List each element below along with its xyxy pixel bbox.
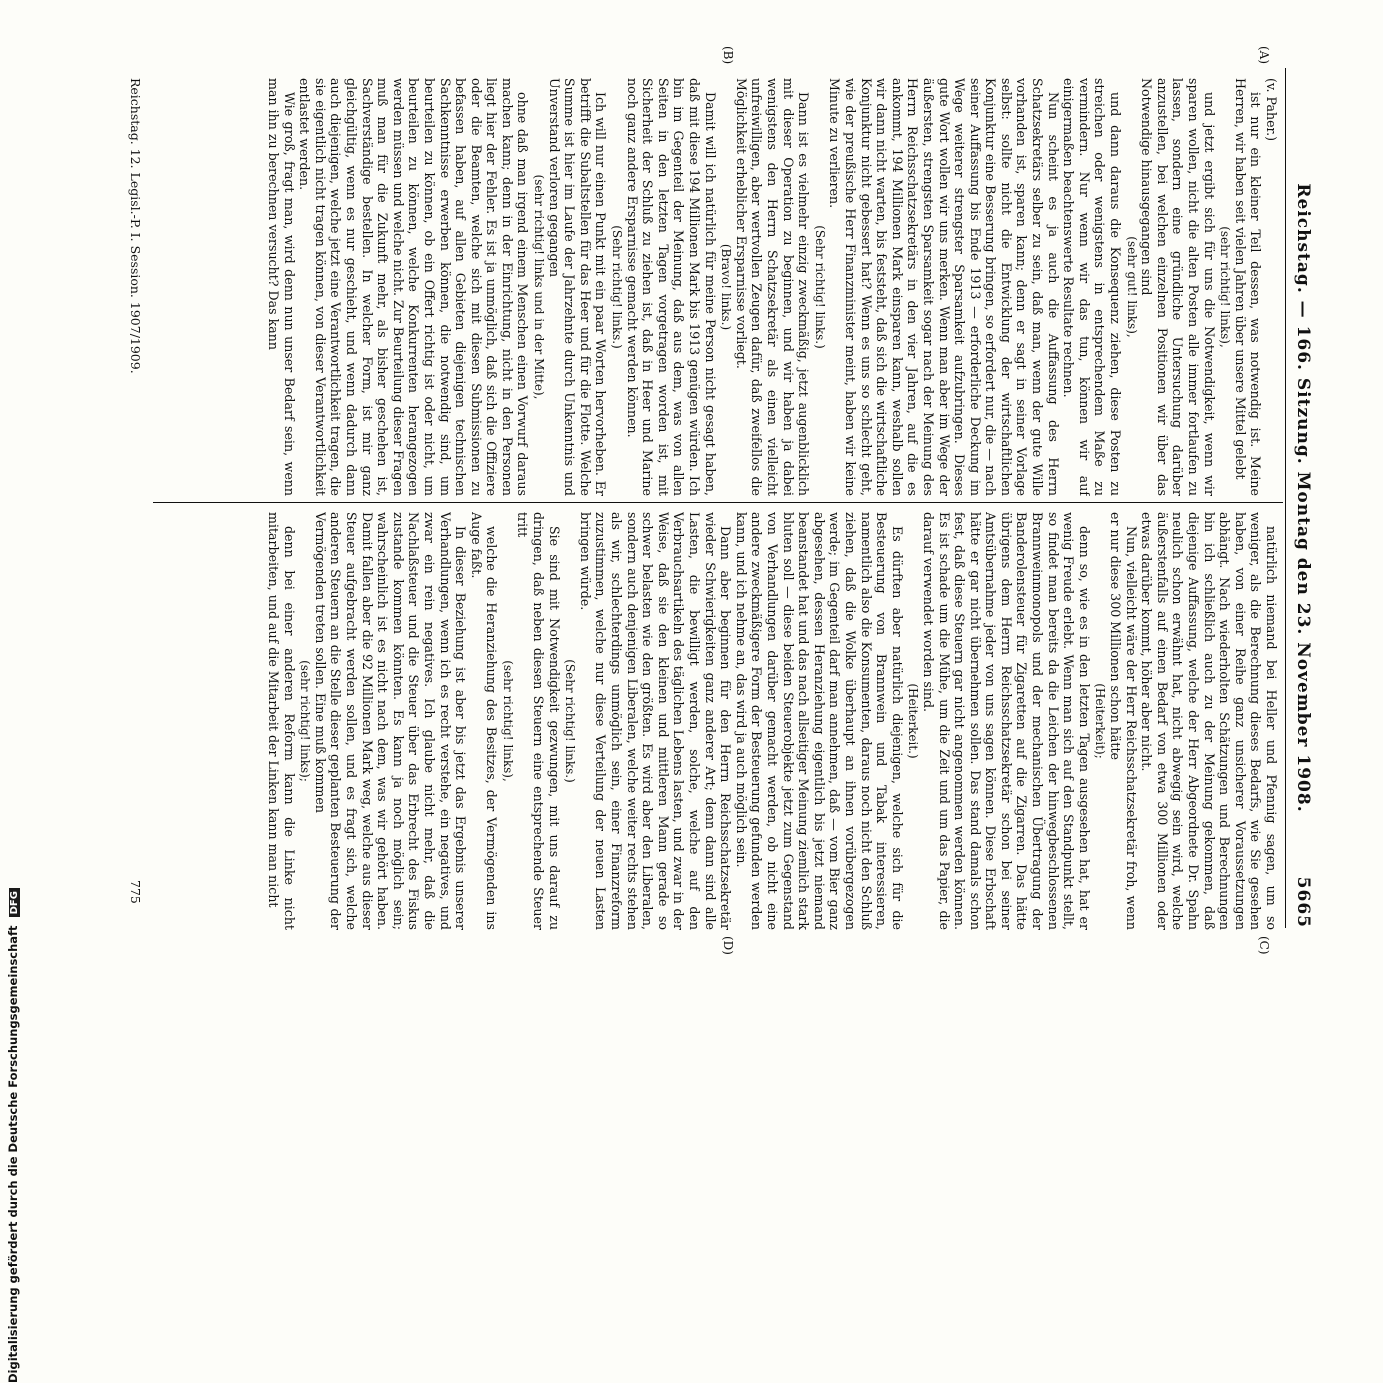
paragraph: welche die Heranziehung des Besitzes, der Vermögenden ins Auge faßt.	[468, 512, 500, 930]
interjection: (sehr richtig! links),	[1218, 226, 1233, 348]
paragraph: denn so, wie es in den letzten Tagen ausgesehen hat, hat er wenig Freude erlebt. Wenn man sich auf den Standpunkt stellt, so findet man bereits da die Leichen der hinwegbeschlossenen Brannweinmonopols und der mechanischen Übertragung der Banderolensteuer für Zigaretten auf die Zigarren. Das hätte übrigens dem Herrn Reichsschatzsekretär schon bei seiner Amtsübernahme jeder von uns sagen können. Diese Erbschaft hätte er gar nicht übernehmen sollen. Das stand damals schon fest, daß diese Steuern gar nicht angenommen werden können. Es ist schade um die Mühe, um die Zeit und um das Papier, die darauf verwendet worden sind.	[920, 512, 1092, 930]
margin-marker-d: (D)	[721, 936, 735, 955]
paragraph: ohne daß man irgend einem Menschen einen Vorwurf daraus machen kann; denn in der Einrichtung, nicht in den Personen liegt hier der Fehler. Es ist ja unmöglich, daß sich die Offiziere oder die Beamten, welche sich mit diesen Submissionen zu befassen haben, auf allen Gebieten diejenigen technischen Sachkenntnisse erwerben können, die notwendig sind, um beurteilen zu können, ob ein Offert richtig ist oder nicht, um beurteilen zu können, welche Konkurrenten herangezogen werden müssen und welche nicht. Zur Beurteilung dieser Fragen muß man für die Zukunft mehr, als bisher geschehen ist, Sachverständige bestellen. In welcher Form, ist mir ganz gleichgültig, wenn es nur geschieht, und wenn dadurch dann auch diejenigen, welche jetzt eine Verantwortlichkeit tragen, die sie eigentlich nicht tragen können, von dieser Verantwortlichkeit entlastet werden.	[297, 78, 531, 496]
speaker-label: (v. Paher.)	[1264, 78, 1279, 142]
paragraph: Nun scheint es ja auch die Auffassung des Herrn Schatzsekretärs selber zu sein, daß man, wenn der gute Wille vorhanden ist, sparen kann; denn er sagt in seiner Vorlage selbst: sollte nicht die Entwicklung der wirtschaftlichen Konjunktur eine Besserung bringen, so erfordert nur, die — nach seiner Auffassung bis Ende 1913 — erforderliche Deckung im Wege weiterer strengster Sparsamkeit aufzubringen. Dieses gute Wort wollen wir uns merken. Wenn man aber im Wege der äußersten, strengsten Sparsamkeit sogar nach der Meinung des Herrn Reichsschatzsekretärs in den vier Jahren, auf die es ankommt, 194 Millionen Mark einsparen kann, weshalb sollen wir dann nicht warten, bis feststeht, daß sich die wirtschaftliche Konjunktur nicht gebessert hat? Wenn es uns so schlecht geht, wie der preußische Herr Finanzminister meint, haben wir keine Minute zu verlieren.	[827, 78, 1061, 496]
footer-page: 775	[128, 880, 143, 904]
paragraph: natürlich niemand bei Heller und Pfennig sagen, um so weniger, als die Berechnung dieses Bedarfs, wie Sie gesehen haben, von einer Reihe ganz unsicherer Voraussetzungen abhängt. Nach wiederholten Schätzungen und Berechnungen bin ich schließlich auch zu der Meinung gekommen, daß diejenige Auffassung, welche der Herr Abgeordnete Dr. Spahn neulich schon erwähnt hat, nicht abwegig sein wird, welche äußerstenfalls auf einen Bedarf von etwa 300 Millionen oder etwas darüber kommt, höher aber nicht.	[1139, 512, 1279, 930]
interjection: (Sehr richtig! links.)	[812, 225, 827, 349]
interjection: (sehr richtig! links),	[500, 660, 515, 782]
interjection: (sehr richtig! links und in der Mitte),	[532, 174, 547, 400]
header-rule	[1285, 68, 1286, 928]
left-column	[149, 78, 1279, 496]
paragraph: Sie sind mit Notwendigkeit gezwungen, mit uns darauf zu dringen, daß neben diesen Steuern eine entsprechende Steuer tritt	[515, 512, 562, 930]
paragraph: Dann ist es vielmehr einzig zweckmäßig, jetzt augenblicklich mit dieser Operation zu beginnen, und wir haben ja dabei wenigstens den Herrn Schatzsekretär als einen vielleicht unfreiwilligen, aber wertvollen Zeugen dafür, daß zweifellos die Möglichkeit erheblicher Ersparnisse vorliegt.	[733, 78, 812, 496]
header-title: Reichstag. — 166. Sitzung. Montag den 23. November 1908.	[1293, 183, 1313, 813]
footer-source: Reichstag. 12. Legisl.-P. I. Session. 1907/1909.	[128, 78, 143, 374]
interjection: (Sehr richtig! links.)	[610, 225, 625, 349]
interjection: (sehr gut! links),	[1124, 236, 1139, 338]
interjection: (Heiterkeit);	[1093, 683, 1108, 759]
paragraph: Wie groß, fragt man, wird denn nun unser Bedarf sein, wenn man ihn zu berechnen versucht? Das kann	[266, 78, 297, 496]
paragraph: ist nur ein kleiner Teil dessen, was notwendig ist. Meine Herren, wir haben seit vielen Jahren über unsere Mittel gelebt	[1232, 78, 1264, 496]
margin-marker-a: (A)	[1257, 46, 1271, 65]
paragraph: Ich will nur einen Punkt mit ein paar Worten hervorheben. Er betrifft die Subaltstellen für das Heer und für die Flotte. Welche Summe ist hier im Laufe der Jahrzehnte durch Unkenntnis und Unverstand verloren gegangen	[546, 78, 609, 496]
paragraph: In dieser Beziehung ist aber bis jetzt das Ergebnis unserer Verhandlungen, wenn ich es recht verstehe, ein negatives, und zwar ein rein negatives. Ich glaube nicht mehr, daß die Nachlaßsteuer und die Steuer über das Erbrecht des Fiskus zustande kommen könnten. Es kann ja noch möglich sein; wahrscheinlich ist es nicht nach dem, was wir gehört haben. Damit fallen aber die 92 Millionen Mark weg, welche aus dieser Steuer aufgebracht werden sollen, und es fragt sich, welche anderen Steuern an die Stelle dieser geplanten Besteuerung der Vermögenden treten sollen. Eine muß kommen	[312, 512, 469, 930]
paragraph: Nun, vielleicht wäre der Herr Reichsschatzsekretär froh, wenn er nur diese 300 Millionen schon hätte	[1108, 512, 1139, 930]
dfg-logo: DFG	[9, 888, 20, 917]
interjection: (Heiterkeit.)	[906, 683, 921, 759]
paragraph: und dann daraus die Konsequenz ziehen, diese Posten zu streichen oder wenigstens in entsprechendem Maße zu vermindern. Nur wenn wir das tun, können wir auf einigermaßen beachtenswerte Resultate rechnen.	[1061, 78, 1124, 496]
interjection: (Bravo! links.)	[719, 243, 734, 331]
interjection: (Sehr richtig! links.)	[563, 659, 578, 783]
right-column	[139, 512, 1279, 930]
paragraph: Damit will ich natürlich für meine Person nicht gesagt haben, daß mit diese 194 Millionen Mark bis 1913 genügen würden. Ich bin im Gegenteil der Meinung, daß aus dem, was von allen Seiten in den letzten Tagen vorgetragen worden ist, mit Sicherheit der Schluß zu ziehen ist, daß in Heer und Marine noch ganz andere Ersparnisse gemacht werden können.	[624, 78, 718, 496]
running-header	[1291, 68, 1313, 928]
interjection: (sehr richtig! links);	[298, 660, 313, 782]
column-divider	[153, 502, 1283, 503]
margin-marker-c: (C)	[1257, 936, 1271, 955]
digitization-credit	[6, 763, 24, 1383]
page-number: 5665	[1293, 876, 1313, 928]
credit-text: Digitalisierung gefördert durch die Deutsche Forschungsgemeinschaft	[6, 925, 20, 1383]
paragraph: Dann aber beginnen für den Herrn Reichsschatzsekretär wieder Schwierigkeiten ganz anderer Art; denn dann sind alle Lasten, die bewilligt werden, solche, welche auf den Verbrauchsartikeln des täglichen Lebens lasten, und zwar in der Weise, daß sie den kleinen und mittleren Mann gerade so schwer belasten wie den größten. Es wird aber den Liberalen, sondern auch denjenigen Liberalen, welche weiter rechts stehen als wir, schlechterdings unmöglich sein, einer Finanzreform zuzustimmen, welche nur diese Verteilung der neuen Lasten bringen würde.	[577, 512, 734, 930]
paragraph: denn bei einer anderen Reform kann die Linke nicht mitarbeiten, und auf die Mitarbeit der Linken kann man nicht	[266, 512, 297, 930]
margin-marker-b: (B)	[721, 46, 735, 65]
paragraph: Es dürften aber natürlich diejenigen, welche sich für die Besteuerung von Brannwein und Tabak interessieren, namentlich also die Konsumenten, daraus noch nicht den Schluß ziehen, daß die Wolke überhaupt an ihnen vorübergezogen werde; im Gegenteil darf man annehmen, daß — vom Bier ganz abgesehen, dessen Heranziehung eigentlich bis jetzt niemand beanstandet hat und das nach allseitiger Meinung ziemlich stark bluten soll — diese beiden Steuerobjekte jetzt zum Gegenstand von Verhandlungen darüber gemacht werden, ob nicht eine andere zweckmäßigere Form der Besteuerung gefunden werden kann, und ich nehme an, das wird ja auch möglich sein.	[733, 512, 905, 930]
paragraph: und jetzt ergibt sich für uns die Notwendigkeit, wenn wir sparen wollen, nicht die alten Posten alle immer fortlaufen zu lassen, sondern eine gründliche Untersuchung darüber anzustellen, bei welchen einzelnen Positionen wir über das Notwendige hinausgegangen sind	[1139, 78, 1217, 496]
